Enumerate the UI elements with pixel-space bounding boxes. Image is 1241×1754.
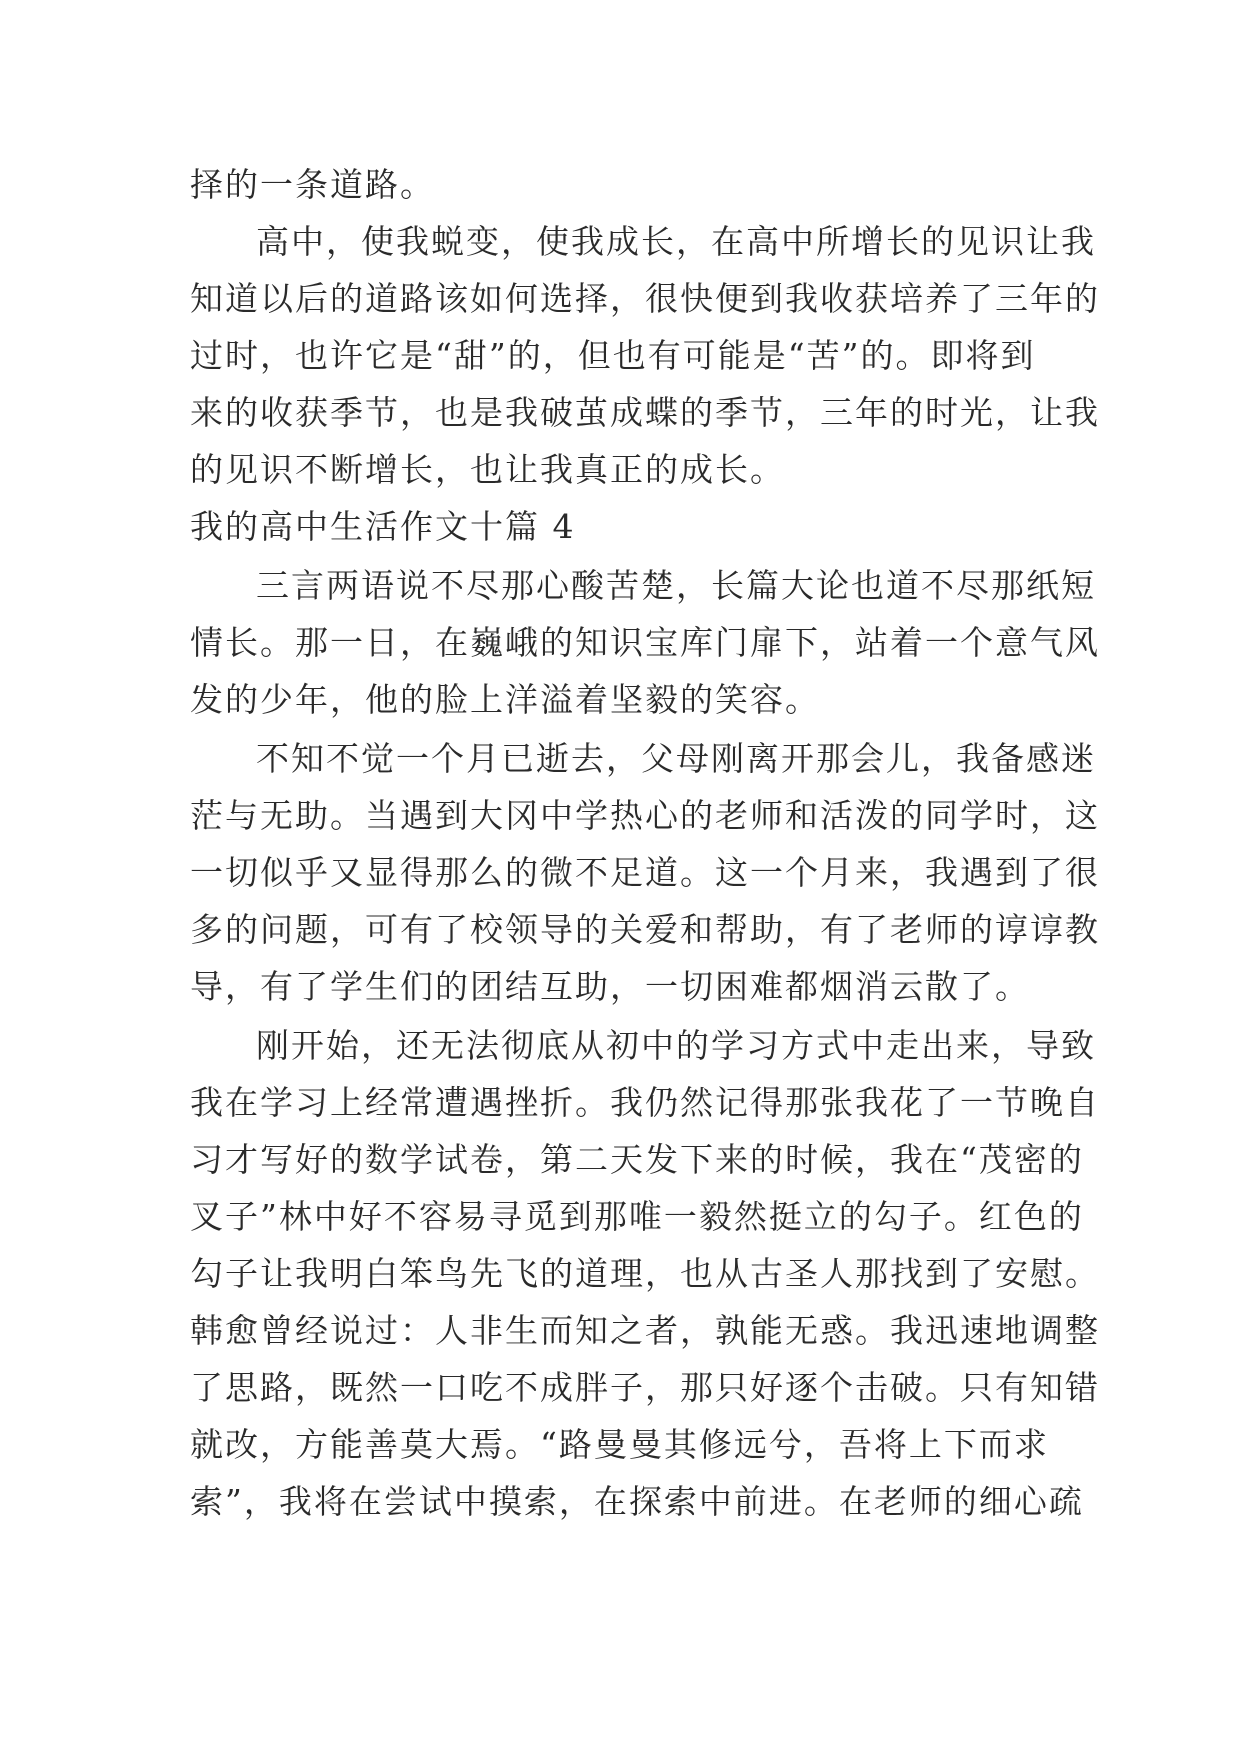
paragraph-first-line: 高中，使我蜕变，使我成长，在高中所增长的见识让我 xyxy=(256,222,1096,261)
text-line: 韩愈曾经说过：人非生而知之者，孰能无惑。我迅速地调整 xyxy=(190,1311,1100,1350)
text-line: 了思路，既然一口吃不成胖子，那只好逐个击破。只有知错 xyxy=(190,1368,1100,1407)
text-line: 索”，我将在尝试中摸索，在探索中前进。在老师的细心疏 xyxy=(190,1482,1084,1521)
text-line: 勾子让我明白笨鸟先飞的道理，也从古圣人那找到了安慰。 xyxy=(190,1254,1100,1293)
paragraph-first-line: 刚开始，还无法彻底从初中的学习方式中走出来，导致 xyxy=(256,1026,1096,1065)
text-line: 来的收获季节，也是我破茧成蝶的季节，三年的时光，让我 xyxy=(190,393,1100,432)
section-heading: 我的高中生活作文十篇 4 xyxy=(190,507,576,546)
text-line: 发的少年，他的脸上洋溢着坚毅的笑容。 xyxy=(190,680,820,719)
text-line: 我在学习上经常遭遇挫折。我仍然记得那张我花了一节晚自 xyxy=(190,1083,1100,1122)
text-line: 一切似乎又显得那么的微不足道。这一个月来，我遇到了很 xyxy=(190,853,1100,892)
text-line: 多的问题，可有了校领导的关爱和帮助，有了老师的谆谆教 xyxy=(190,910,1100,949)
text-line: 过时，也许它是“甜”的，但也有可能是“苦”的。即将到 xyxy=(190,336,1036,375)
text-line: 习才写好的数学试卷，第二天发下来的时候，我在“茂密的 xyxy=(190,1140,1084,1179)
text-line: 情长。那一日，在巍峨的知识宝库门扉下，站着一个意气风 xyxy=(190,623,1100,662)
text-line: 择的一条道路。 xyxy=(190,165,435,204)
text-line: 导，有了学生们的团结互助，一切困难都烟消云散了。 xyxy=(190,967,1030,1006)
text-line: 知道以后的道路该如何选择，很快便到我收获培养了三年的 xyxy=(190,279,1100,318)
text-line: 茫与无助。当遇到大冈中学热心的老师和活泼的同学时，这 xyxy=(190,796,1100,835)
text-line: 叉子”林中好不容易寻觅到那唯一毅然挺立的勾子。红色的 xyxy=(190,1197,1084,1236)
text-line: 的见识不断增长，也让我真正的成长。 xyxy=(190,450,785,489)
paragraph-first-line: 不知不觉一个月已逝去，父母刚离开那会儿，我备感迷 xyxy=(256,739,1096,778)
text-line: 就改，方能善莫大焉。“路曼曼其修远兮，吾将上下而求 xyxy=(190,1425,1049,1464)
paragraph-first-line: 三言两语说不尽那心酸苦楚，长篇大论也道不尽那纸短 xyxy=(256,566,1096,605)
